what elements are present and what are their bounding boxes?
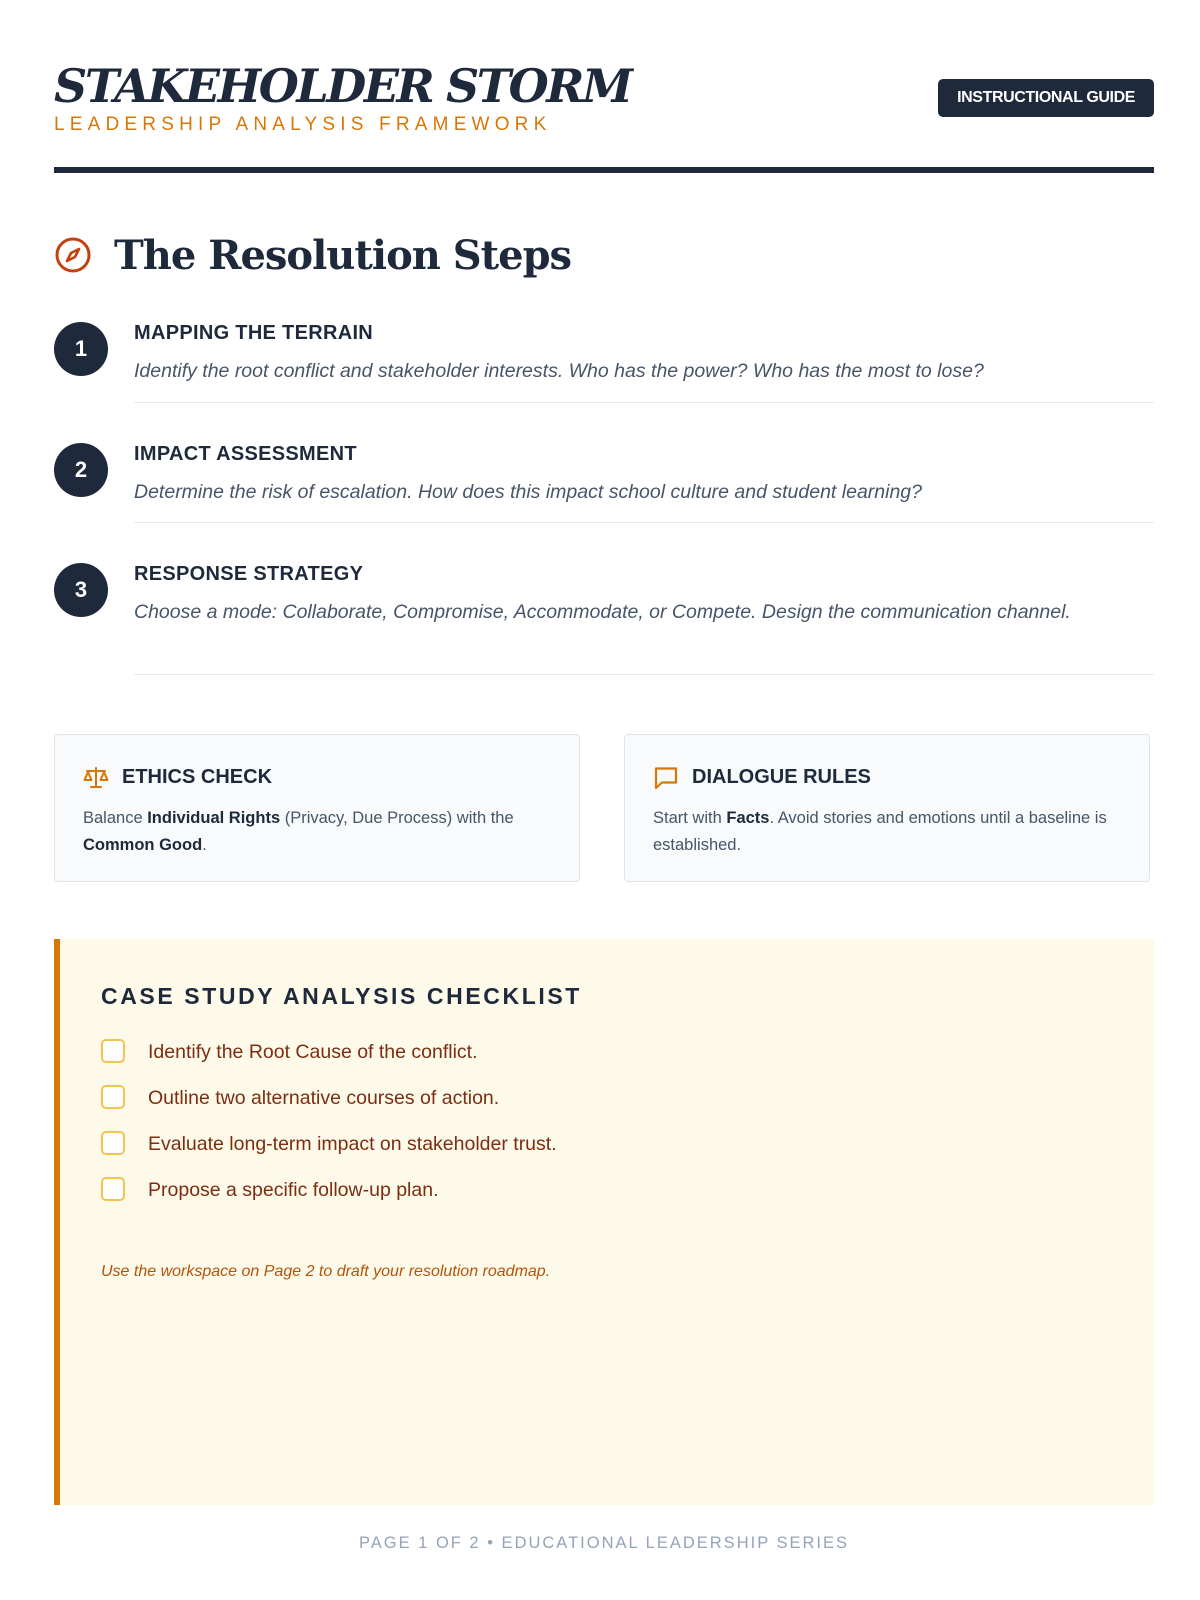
step-description: Determine the risk of escalation. How does this impact school culture and student learning? bbox=[134, 481, 922, 503]
step-heading: RESPONSE STRATEGY bbox=[134, 563, 364, 585]
checklist-item-label: Outline two alternative courses of action. bbox=[148, 1087, 500, 1109]
ethics-check-card bbox=[54, 734, 580, 882]
card-body bbox=[83, 805, 553, 859]
checklist-item-label: Evaluate long-term impact on stakeholder trust. bbox=[148, 1133, 557, 1155]
card-text: . Avoid stories and emotions until a baseline is established. bbox=[653, 809, 1107, 854]
document-title: STAKEHOLDER STORM bbox=[54, 59, 631, 113]
step-description: Choose a mode: Collaborate, Compromise, Accommodate, or Compete. Design the communication channel. bbox=[134, 601, 1071, 623]
card-text: Start with bbox=[653, 809, 727, 827]
checkbox[interactable] bbox=[101, 1085, 125, 1109]
step-number: 2 bbox=[54, 443, 108, 497]
card-title: DIALOGUE RULES bbox=[692, 766, 871, 788]
card-emphasis: Common Good bbox=[83, 836, 203, 854]
checkbox[interactable] bbox=[101, 1039, 125, 1063]
case-study-checklist bbox=[54, 939, 1154, 1505]
step-number: 3 bbox=[54, 563, 108, 617]
checklist-item[interactable] bbox=[101, 1038, 1001, 1066]
checklist-title: CASE STUDY ANALYSIS CHECKLIST bbox=[101, 983, 582, 1009]
section-header bbox=[54, 228, 1154, 284]
step-divider bbox=[134, 674, 1154, 675]
header-divider bbox=[54, 167, 1154, 173]
checklist-item[interactable] bbox=[101, 1130, 1001, 1158]
card-title: ETHICS CHECK bbox=[122, 766, 273, 788]
checklist-item-label: Identify the Root Cause of the conflict. bbox=[148, 1041, 478, 1063]
checkbox[interactable] bbox=[101, 1131, 125, 1155]
checklist-item[interactable] bbox=[101, 1084, 1001, 1112]
dialogue-rules-card bbox=[624, 734, 1150, 882]
header bbox=[54, 58, 1154, 174]
step-divider bbox=[134, 522, 1154, 523]
document-subtitle: LEADERSHIP ANALYSIS FRAMEWORK bbox=[54, 114, 552, 135]
card-body bbox=[653, 805, 1123, 859]
checklist-item[interactable] bbox=[101, 1176, 1001, 1204]
card-text: Balance bbox=[83, 809, 148, 827]
checklist-item-label: Propose a specific follow-up plan. bbox=[148, 1179, 439, 1201]
card-text: (Privacy, Due Process) with the bbox=[280, 809, 514, 827]
step-description: Identify the root conflict and stakeholder interests. Who has the power? Who has the most to lose? bbox=[134, 360, 984, 382]
page bbox=[54, 0, 1154, 1600]
card-text: . bbox=[202, 836, 207, 854]
compass-icon bbox=[54, 236, 92, 274]
section-title: The Resolution Steps bbox=[114, 232, 572, 279]
card-emphasis: Facts bbox=[726, 809, 770, 827]
page-footer: PAGE 1 OF 2 • EDUCATIONAL LEADERSHIP SERIES bbox=[358, 1534, 850, 1552]
step-heading: IMPACT ASSESSMENT bbox=[134, 443, 357, 465]
scales-icon bbox=[83, 765, 109, 791]
step-number: 1 bbox=[54, 322, 108, 376]
card-emphasis: Individual Rights bbox=[147, 809, 281, 827]
speech-bubble-icon bbox=[653, 765, 679, 791]
step-heading: MAPPING THE TERRAIN bbox=[134, 322, 374, 344]
checkbox[interactable] bbox=[101, 1177, 125, 1201]
instructional-guide-badge: INSTRUCTIONAL GUIDE bbox=[938, 79, 1154, 117]
step-divider bbox=[134, 402, 1154, 403]
checklist-note: Use the workspace on Page 2 to draft your resolution roadmap. bbox=[101, 1263, 551, 1280]
